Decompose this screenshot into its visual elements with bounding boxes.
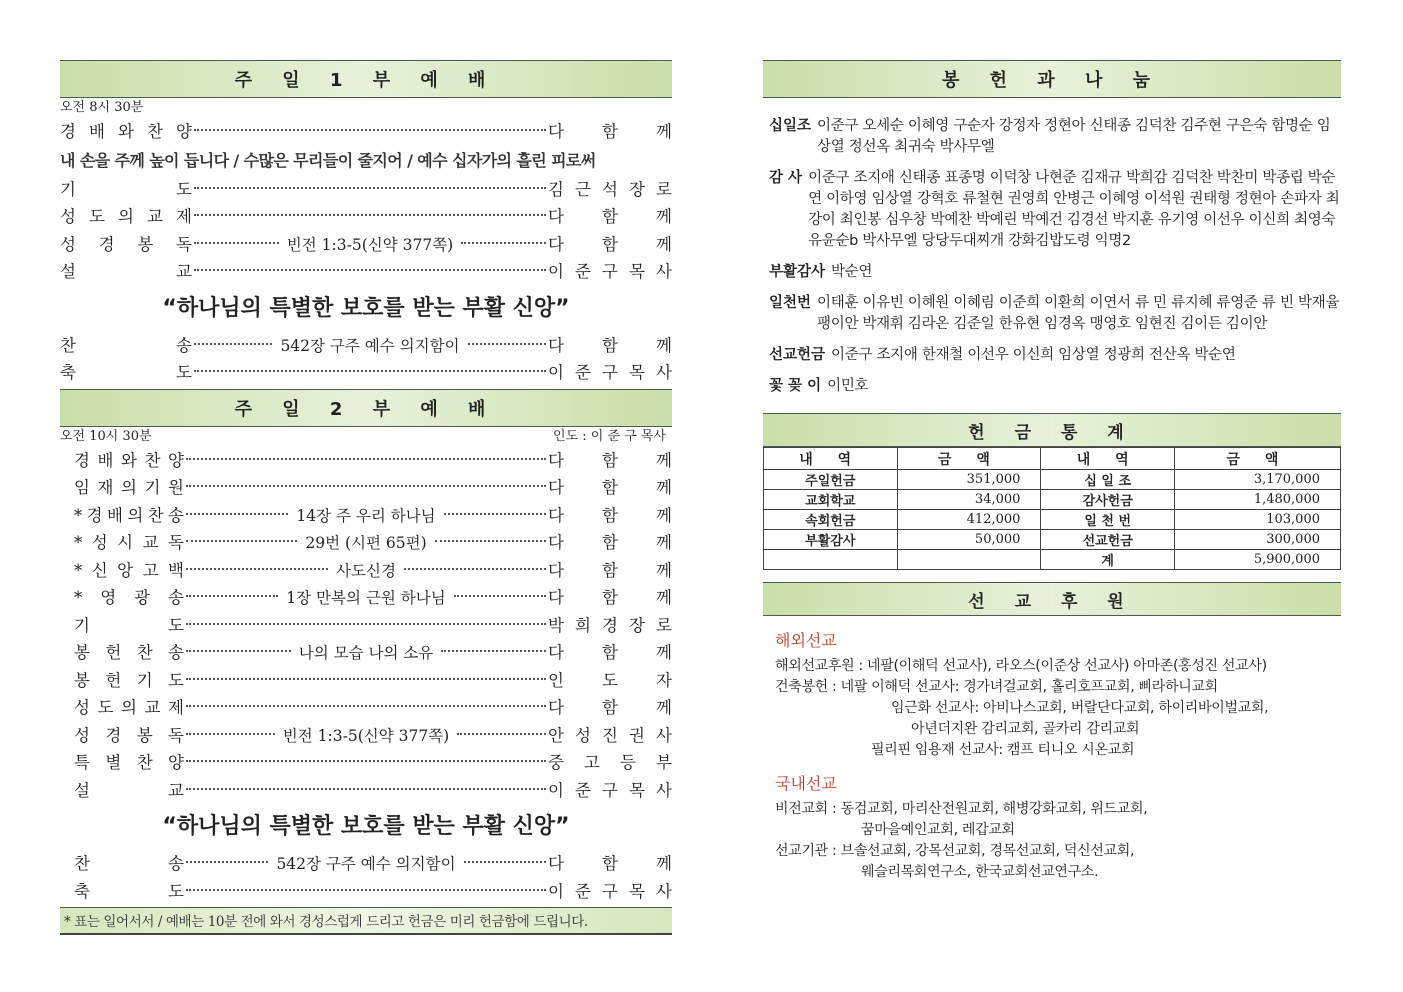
order-person-char: 다 — [548, 478, 564, 497]
order-person-char: 께 — [656, 698, 672, 717]
leader-dots — [461, 242, 546, 244]
order-person-char: 함 — [602, 698, 618, 717]
order-person-char: 함 — [602, 450, 618, 470]
offering-item — [769, 293, 1341, 335]
stats-amount: 5,900,000 — [1174, 550, 1340, 570]
domestic-mission-lines — [775, 799, 1341, 883]
order-person-char: 구 — [602, 780, 618, 800]
stats-item: 속회헌금 — [764, 510, 898, 530]
leader-dots — [186, 513, 288, 515]
mission-line: 건축봉헌 : 네팔 이해덕 선교사: 경가녀걸교회, 홀리호프교회, 삐라하니교회 — [775, 679, 1218, 695]
order-row — [74, 694, 672, 722]
order-label: * 신 앙 고 백 — [74, 560, 184, 580]
leader-dots — [444, 513, 546, 515]
order-label: * 영 광 송 — [74, 588, 184, 607]
mission-line: 웨슬리목회연구소, 한국교회선교연구소. — [861, 864, 1099, 880]
order-person — [548, 639, 672, 667]
order-label: 기 도 — [74, 615, 184, 635]
leader-dots — [194, 187, 546, 189]
order-row — [74, 850, 672, 878]
order-person-char: 다 — [548, 335, 564, 355]
order-person-char: 로 — [656, 179, 672, 199]
offering-item — [769, 168, 1341, 252]
service2-time: 오전 10시 30분 인도 : 이 준 구 목사 — [60, 427, 672, 447]
order-person-char: 사 — [656, 725, 672, 745]
order-person-char: 함 — [602, 533, 618, 552]
order-person — [548, 667, 672, 695]
leader-dots — [194, 269, 546, 271]
service1-sermon-title: “하나님의 특별한 보호를 받는 부활 신앙” — [162, 295, 570, 321]
order-person-char: 목 — [629, 363, 645, 382]
order-person-char: 진 — [602, 725, 618, 745]
order-person-char: 함 — [602, 335, 618, 355]
leader-dots — [457, 733, 546, 735]
order-person — [548, 557, 672, 585]
order-person — [548, 878, 672, 906]
order-person-char: 다 — [548, 560, 564, 580]
order-person-char: 께 — [656, 450, 672, 470]
order-person-char: 다 — [548, 698, 564, 717]
mission-section — [763, 616, 1341, 883]
stats-column-header: 금 액 — [1174, 448, 1340, 470]
offering-item — [769, 376, 1341, 397]
order-person-char: 께 — [656, 505, 672, 525]
service1-order-top — [60, 118, 672, 146]
service1-hymn-line: 내 손을 주께 높이 듭니다 / 수많은 무리들이 줄지어 / 예수 십자가의 흘린 피로써 — [60, 150, 596, 170]
service1-time: 오전 8시 30분 — [60, 100, 144, 115]
order-row — [74, 474, 672, 502]
offering-names: 이준구 조지애 한재철 이선우 이신희 임상열 정광희 전산옥 박순연 — [831, 347, 1236, 363]
stats-amount: 351,000 — [897, 470, 1041, 490]
overseas-mission-lines — [775, 656, 1341, 761]
order-person-char: 목 — [629, 262, 645, 281]
order-label: 봉 헌 찬 송 — [74, 643, 184, 662]
order-person-char: 등 — [620, 753, 636, 772]
order-row — [74, 447, 672, 475]
order-person-char: 부 — [656, 753, 672, 772]
leader-dots — [186, 678, 546, 680]
order-person-char: 사 — [656, 363, 672, 382]
order-content: 나의 모습 나의 소유 — [298, 644, 434, 662]
order-row — [74, 777, 672, 805]
order-person-char: 다 — [548, 450, 564, 470]
stats-row — [764, 470, 1341, 490]
order-person-char: 준 — [575, 363, 591, 382]
leader-dots — [186, 650, 291, 652]
leader-dots — [186, 458, 546, 460]
order-label: 임 재 의 기 원 — [74, 478, 184, 497]
order-person-char: 구 — [602, 363, 618, 382]
stats-header: 헌 금 통 계 — [763, 413, 1341, 447]
stats-item: 교회학교 — [764, 490, 898, 510]
order-person-char: 다 — [548, 122, 564, 141]
order-person-char: 다 — [548, 643, 564, 662]
order-label: 찬 송 — [60, 335, 192, 355]
order-label: 설 교 — [74, 780, 184, 800]
stats-table-body — [764, 470, 1341, 570]
order-person-char: 목 — [629, 780, 645, 800]
order-person — [548, 777, 672, 805]
order-person-char: 석 — [602, 179, 618, 199]
order-person-char: 다 — [548, 234, 564, 254]
order-person-char: 도 — [602, 670, 618, 690]
mission-line: 꿈마을예인교회, 레갑교회 — [861, 822, 1015, 838]
stats-amount: 1,480,000 — [1174, 490, 1340, 510]
leader-dots — [186, 595, 278, 597]
order-person-char: 성 — [575, 725, 591, 745]
order-person-char: 로 — [656, 615, 672, 635]
order-label: * 성 시 교 독 — [74, 533, 184, 552]
order-person-char: 함 — [602, 854, 618, 873]
leader-dots — [441, 650, 546, 652]
order-person — [548, 176, 672, 204]
mission-line: 해외선교후원 : 네팔(이해덕 선교사), 라오스(이준상 선교사) 아마존(홍성진 선교사) — [775, 658, 1267, 674]
order-person — [548, 231, 672, 259]
order-person-char: 준 — [575, 881, 591, 901]
offering-list — [763, 98, 1341, 413]
order-person — [548, 722, 672, 750]
order-person — [548, 584, 672, 612]
order-row — [60, 332, 672, 360]
order-person-char: 다 — [548, 533, 564, 552]
order-row — [74, 557, 672, 585]
order-label: 축 도 — [74, 881, 184, 901]
order-content: 빈전 1:3-5(신약 377쪽) — [286, 235, 454, 254]
order-person-char: 께 — [656, 207, 672, 226]
service1-order-mid — [60, 176, 672, 286]
order-person-char: 고 — [584, 753, 600, 772]
order-content: 사도신경 — [336, 561, 396, 580]
stats-row — [764, 510, 1341, 530]
order-person-char: 함 — [602, 207, 618, 226]
order-person — [548, 502, 672, 530]
order-person — [548, 749, 672, 777]
offering-category: 꽃 꽂 이 — [769, 378, 822, 394]
order-person-char: 다 — [548, 588, 564, 607]
order-person-char: 께 — [656, 643, 672, 662]
domestic-mission-title: 국내선교 — [775, 774, 837, 793]
stats-item: 부활감사 — [764, 530, 898, 550]
stats-amount: 103,000 — [1174, 510, 1340, 530]
order-content: 1장 만복의 근원 하나님 — [286, 589, 446, 607]
order-person-char: 희 — [575, 615, 591, 635]
stats-item: 주일헌금 — [764, 470, 898, 490]
service1-order-bottom — [60, 332, 672, 387]
order-person-char: 이 — [548, 881, 564, 901]
order-person — [548, 850, 672, 878]
order-person-char: 께 — [656, 478, 672, 497]
order-content: 29번 (시편 65편) — [305, 534, 427, 552]
stats-item: 선교헌금 — [1041, 530, 1175, 550]
order-person-char: 께 — [656, 854, 672, 873]
leader-dots — [186, 568, 328, 570]
order-person-char: 다 — [548, 505, 564, 525]
order-person — [548, 694, 672, 722]
stats-column-header: 내 역 — [764, 448, 898, 470]
order-person-char: 이 — [548, 363, 564, 382]
mission-line: 아년더지완 감리교회, 골카리 감리교회 — [911, 721, 1140, 737]
order-person-char: 경 — [602, 615, 618, 635]
order-person — [548, 258, 672, 286]
stats-amount: 300,000 — [1174, 530, 1340, 550]
order-person-char: 께 — [656, 122, 672, 141]
leader-dots — [186, 540, 297, 542]
offering-names: 이준구 조지애 신태종 표종명 이덕창 나현준 김재규 박희감 김덕찬 박찬미 박종립 박순연 이하영 임상열 강혁호 류철현 권영희 안병근 이혜영 이석원 권태형 정현아 손파자 최강이 최인봉 심우창 박예찬 박예린 박예건 김경선 박지훈 유기영 이선우 이신희 최영숙 유윤순b 박사무엘 당당두대찌개 강화김밥도령 익명2 — [808, 170, 1340, 249]
mission-line: 선교기관 : 브솔선교회, 강목선교회, 경목선교회, 덕신선교회, — [775, 843, 1135, 859]
order-person-char: 이 — [548, 780, 564, 800]
order-person-char: 김 — [548, 179, 564, 199]
order-person-char: 이 — [548, 262, 564, 281]
leader-dots — [468, 343, 546, 345]
order-label: * 경 배 의 찬 송 — [74, 505, 184, 525]
stats-row — [764, 490, 1341, 510]
order-person-char: 자 — [656, 670, 672, 690]
stats-item: 계 — [1041, 550, 1175, 570]
order-person-char: 함 — [602, 478, 618, 497]
order-label: 봉 헌 기 도 — [74, 670, 184, 690]
order-label: 기 도 — [60, 179, 192, 199]
order-person-char: 구 — [602, 881, 618, 901]
order-person-char: 함 — [602, 234, 618, 254]
order-row — [60, 258, 672, 286]
order-content: 542장 구주 예수 의지함이 — [280, 336, 460, 355]
order-label: 찬 송 — [74, 854, 184, 873]
order-person-char: 함 — [602, 560, 618, 580]
offering-header: 봉 헌 과 나 눔 — [763, 60, 1341, 98]
leader-dots — [194, 214, 546, 216]
order-person-char: 께 — [656, 588, 672, 607]
footer-note: * 표는 일어서서 / 예배는 10분 전에 와서 경성스럽게 드리고 헌금은 미리 헌금함에 드립니다. — [60, 907, 672, 935]
order-label: 경 배 와 찬 양 — [60, 122, 192, 141]
offering-names: 이준구 오세순 이혜영 구순자 강정자 정현아 신태종 김덕찬 김주현 구은숙 함명순 임상열 정선옥 최귀숙 박사무엘 — [817, 118, 1331, 155]
offering-category: 십일조 — [769, 118, 812, 134]
leader-dots — [194, 129, 546, 131]
order-label: 축 도 — [60, 363, 192, 382]
order-row — [60, 359, 672, 387]
order-person-char: 준 — [575, 780, 591, 800]
leader-dots — [464, 861, 546, 863]
order-person — [548, 203, 672, 231]
stats-amount: 50,000 — [897, 530, 1041, 550]
order-row — [74, 722, 672, 750]
order-row — [74, 749, 672, 777]
order-person-char: 다 — [548, 207, 564, 226]
order-person-char: 근 — [575, 179, 591, 199]
service2-order-bottom — [60, 850, 672, 905]
order-person-char: 다 — [548, 854, 564, 873]
order-row — [74, 667, 672, 695]
order-person — [548, 529, 672, 557]
order-row — [74, 584, 672, 612]
stats-column-header: 금 액 — [897, 448, 1041, 470]
order-row — [74, 639, 672, 667]
order-person — [548, 474, 672, 502]
order-person-char: 박 — [548, 615, 564, 635]
order-content: 14장 주 우리 하나님 — [296, 506, 436, 525]
mission-header: 선 교 후 원 — [763, 582, 1341, 616]
order-person-char: 중 — [548, 753, 564, 772]
stats-table-head — [764, 448, 1341, 470]
stats-column-header: 내 역 — [1041, 448, 1175, 470]
leader-dots — [194, 370, 546, 372]
order-person-char: 장 — [629, 179, 645, 199]
order-row — [60, 176, 672, 204]
order-person-char: 께 — [656, 533, 672, 552]
leader-dots — [194, 343, 272, 345]
order-person-char: 함 — [602, 505, 618, 525]
stats-row — [764, 530, 1341, 550]
order-row — [60, 231, 672, 259]
order-person-char: 께 — [656, 335, 672, 355]
order-row — [74, 878, 672, 906]
order-row — [74, 612, 672, 640]
offering-stats-table — [763, 447, 1341, 570]
leader-dots — [186, 485, 546, 487]
order-person — [548, 332, 672, 360]
order-person-char: 사 — [656, 881, 672, 901]
leader-dots — [186, 889, 546, 891]
order-label: 설 교 — [60, 262, 192, 281]
leader-dots — [194, 242, 279, 244]
order-person-char: 권 — [629, 725, 645, 745]
service2-header: 주 일 2 부 예 배 — [60, 389, 672, 427]
overseas-mission-title: 해외선교 — [775, 631, 837, 650]
service2-sermon-title: “하나님의 특별한 보호를 받는 부활 신앙” — [162, 814, 570, 839]
leader-dots — [186, 733, 275, 735]
order-person — [548, 359, 672, 387]
leader-dots — [435, 540, 546, 542]
stats-item: 십 일 조 — [1041, 470, 1175, 490]
order-content: 542장 구주 예수 의지함이 — [276, 855, 456, 873]
stats-item: 감사헌금 — [1041, 490, 1175, 510]
offering-names: 박순연 — [831, 264, 873, 280]
service2-leader: 인도 : 이 준 구 목사 — [553, 428, 666, 444]
mission-line: 임근화 선교사: 아비나스교회, 버랄단다교회, 하이리바이벌교회, — [891, 700, 1269, 716]
offering-item — [769, 116, 1341, 158]
order-label: 성 도 의 교 제 — [60, 207, 192, 226]
offering-category: 일천번 — [769, 295, 812, 311]
stats-item — [764, 550, 898, 570]
offering-names: 이민호 — [827, 378, 869, 394]
order-content: 빈전 1:3-5(신약 377쪽) — [282, 726, 450, 745]
order-person-char: 함 — [602, 122, 618, 141]
order-label: 성 경 봉 독 — [74, 725, 184, 745]
order-person-char: 함 — [602, 588, 618, 607]
leader-dots — [186, 861, 268, 863]
offering-item — [769, 345, 1341, 366]
leader-dots — [186, 623, 546, 625]
stats-amount: 412,000 — [897, 510, 1041, 530]
order-person-char: 구 — [602, 262, 618, 281]
leader-dots — [454, 595, 546, 597]
offering-category: 부활감사 — [769, 264, 826, 280]
stats-item: 일 천 번 — [1041, 510, 1175, 530]
order-person-char: 준 — [575, 262, 591, 281]
order-person-char: 께 — [656, 560, 672, 580]
service2-order-top — [60, 447, 672, 805]
order-person-char: 께 — [656, 234, 672, 254]
order-person-char: 사 — [656, 780, 672, 800]
service1-header: 주 일 1 부 예 배 — [60, 60, 672, 98]
order-label: 특 별 찬 양 — [74, 753, 184, 772]
order-row — [74, 529, 672, 557]
leader-dots — [186, 705, 546, 707]
left-column — [60, 60, 672, 935]
stats-amount — [897, 550, 1041, 570]
order-label: 경 배 와 찬 양 — [74, 450, 184, 470]
stats-amount: 34,000 — [897, 490, 1041, 510]
order-person-char: 사 — [656, 262, 672, 281]
offering-category: 감 사 — [769, 170, 803, 186]
leader-dots — [186, 788, 546, 790]
order-person-char: 목 — [629, 881, 645, 901]
mission-line: 비전교회 : 동검교회, 마리산전원교회, 해병강화교회, 위드교회, — [775, 801, 1148, 817]
stats-amount: 3,170,000 — [1174, 470, 1340, 490]
offering-item — [769, 262, 1341, 283]
order-row — [60, 118, 672, 146]
order-row — [74, 502, 672, 530]
order-person — [548, 118, 672, 146]
order-person-char: 인 — [548, 670, 564, 690]
order-row — [60, 203, 672, 231]
order-person-char: 장 — [629, 615, 645, 635]
mission-line: 필리핀 임용재 선교사: 캠프 티니오 시온교회 — [871, 742, 1135, 758]
leader-dots — [186, 760, 546, 762]
order-label: 성 경 봉 독 — [60, 234, 192, 254]
order-person-char: 안 — [548, 725, 564, 745]
order-label: 성 도 의 교 제 — [74, 698, 184, 717]
order-person — [548, 447, 672, 475]
offering-names: 이태훈 이유빈 이혜원 이혜림 이준희 이환희 이연서 류 민 류지혜 류영준 류 빈 박재율 팽이안 박재휘 김라온 김준일 한유현 임경옥 맹영호 임현진 김이든 김이안 — [817, 295, 1340, 332]
offering-category: 선교헌금 — [769, 347, 826, 363]
leader-dots — [404, 568, 546, 570]
right-column — [763, 60, 1341, 883]
order-person — [548, 612, 672, 640]
order-person-char: 함 — [602, 643, 618, 662]
stats-row — [764, 550, 1341, 570]
